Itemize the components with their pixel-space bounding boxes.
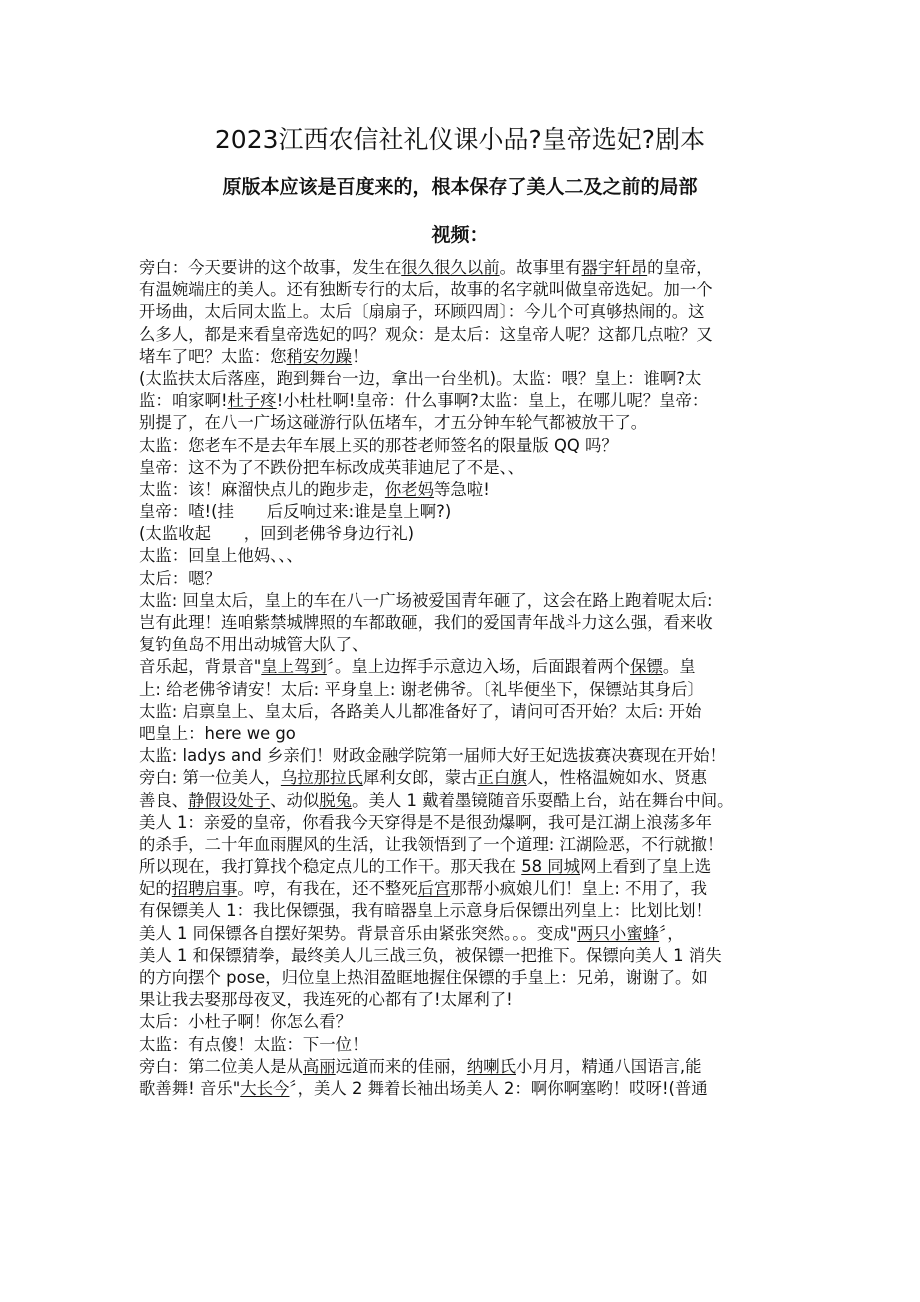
document-subtitle-continued: 视频： <box>431 224 489 246</box>
underlined-text: 你老妈 <box>384 479 435 499</box>
text-segment: ！ <box>352 346 369 366</box>
underlined-text: 大长今 <box>240 1078 290 1098</box>
text-segment: 音乐起，背景音" <box>139 657 262 677</box>
underlined-text: 纳喇氏 <box>466 1056 516 1076</box>
text-segment: 太监：该！麻溜快点儿的跑步走， <box>139 479 385 499</box>
text-segment: (太监收起 ，回到老佛爷身边行礼) <box>139 524 415 544</box>
text-line <box>139 812 799 834</box>
text-line <box>139 390 799 412</box>
text-segment: 远道而来的佳丽， <box>335 1056 467 1076</box>
text-line <box>139 923 799 945</box>
text-segment: 美人 1：亲爱的皇帝，你看我今天穿得是不是很劲爆啊，我可是江湖上浪荡多年 <box>139 812 712 832</box>
text-segment: 旁白: 第一位美人， <box>139 768 281 788</box>
text-line <box>139 435 799 457</box>
text-segment: 犀利女郎，蒙古 <box>362 768 478 788</box>
text-segment: 太监：您老车不是去年车展上买的那苍老师签名的限量版 QQ 吗？ <box>139 435 618 455</box>
text-segment: 么多人，都是来看皇帝选妃的吗？观众：是太后：这皇帝人呢？这都几点啦？又 <box>139 324 713 344</box>
text-segment: 歌善舞! 音乐" <box>139 1078 241 1098</box>
text-line <box>139 501 799 523</box>
underlined-text: 58 同城 <box>521 857 581 877</box>
text-line <box>139 368 799 390</box>
underlined-text: 皇上驾到 <box>261 657 327 677</box>
text-line <box>139 790 799 812</box>
text-segment: 妃的 <box>139 879 172 899</box>
text-segment: 。哼，有我在，还不整死 <box>237 879 418 899</box>
text-segment: 〞。皇上边挥手示意边入场，后面跟着两个 <box>326 657 631 677</box>
text-line <box>139 301 799 323</box>
text-segment: 。美人 1 戴着墨镜随音乐耍酷上台，站在舞台中间。 <box>352 790 734 810</box>
text-line <box>139 590 799 612</box>
text-line <box>139 834 799 856</box>
text-segment: 那帮小疯娘儿们！皇上: 不用了，我 <box>450 879 708 899</box>
document-subtitle: 原版本应该是百度来的，根本保存了美人二及之前的局部 <box>222 176 698 198</box>
text-segment: 吧皇上：here we go <box>139 723 296 743</box>
underlined-text: 稍安勿躁 <box>286 346 353 366</box>
text-segment: 美人 1 同保镖各自摆好架势。背景音乐由紧张突然。。。变成" <box>139 923 578 943</box>
text-segment: 的皇帝， <box>647 258 713 277</box>
text-line <box>139 412 799 434</box>
text-segment: 上: 给老佛爷请安！太后: 平身皇上: 谢老佛爷。〔礼毕便坐下，保镖站其身后〕 <box>139 679 704 699</box>
text-segment: 网上看到了皇上选 <box>580 857 712 877</box>
underlined-text: 保镖 <box>630 657 663 677</box>
text-segment: 太监: 回皇太后，皇上的车在八一广场被爱国青年砸了，这会在路上跑着呢太后: <box>139 590 713 610</box>
underlined-text: 很久很久以前 <box>401 258 500 277</box>
text-segment: 复钓鱼岛不用出动城管大队了、 <box>139 635 369 655</box>
text-line <box>139 723 799 745</box>
text-segment: 太后：嗯？ <box>139 568 221 588</box>
text-segment: 、动似 <box>270 790 320 810</box>
text-line <box>139 701 799 723</box>
underlined-text: 正白旗 <box>477 768 527 788</box>
text-segment: (太监扶太后落座，跑到舞台一边，拿出一台坐机)。太监：喂？皇上：谁啊?太 <box>139 368 702 388</box>
text-segment: 人，性格温婉如水、贤惠 <box>526 768 708 788</box>
text-segment: 有保镖美人 1：我比保镖强，我有暗器皇上示意身后保镖出列皇上：比划比划！ <box>139 901 712 921</box>
document-title: 2023江西农信社礼仪课小品?皇帝选妃?剧本 <box>214 125 706 154</box>
text-line <box>139 767 799 789</box>
text-segment: 监：咱家啊! <box>139 391 228 411</box>
text-segment: 小月月，精通八国语言,能 <box>515 1056 702 1076</box>
text-segment: 旁白：今天要讲的这个故事，发生在 <box>139 258 402 277</box>
text-segment: 。故事里有 <box>499 258 582 277</box>
underlined-text: 高丽 <box>302 1056 336 1076</box>
underlined-text: 后宫 <box>417 879 451 899</box>
text-line <box>139 900 799 922</box>
text-line <box>139 612 799 634</box>
text-segment: 开场曲，太后同太监上。太后〔扇扇子，环顾四周〕：今儿个可真够热闹的。这 <box>139 302 705 322</box>
text-segment: 的方向摆个 pose，归位皇上热泪盈眶地握住保镖的手皇上：兄弟，谢谢了。如 <box>139 968 708 987</box>
underlined-text: 杜子疼 <box>227 391 277 411</box>
text-segment: 善良、 <box>139 790 189 810</box>
text-segment: 〞， <box>659 923 684 943</box>
text-segment: 别提了，在八一广场这碰游行队伍堵车，才五分钟车轮气都被放干了。 <box>139 413 648 433</box>
text-line <box>139 324 799 346</box>
text-segment: 皇帝：这不为了不跌份把车标改成英菲迪尼了不是、、 <box>139 457 525 477</box>
text-line <box>139 568 799 590</box>
text-segment: 皇帝：喳!(挂 后反响过来:谁是皇上啊?) <box>139 502 452 522</box>
text-line <box>139 279 799 301</box>
text-line <box>139 257 799 279</box>
text-line <box>139 1056 799 1078</box>
text-line <box>139 1078 799 1100</box>
text-line <box>139 634 799 656</box>
text-segment: 等急啦! <box>434 479 490 499</box>
text-segment: !小杜杜啊!皇帝：什么事啊?太监：皇上，在哪儿呢？皇帝： <box>276 391 709 411</box>
text-line <box>139 523 799 545</box>
text-line <box>139 1011 799 1033</box>
text-segment: 太监: 启禀皇上、皇太后，各路美人儿都准备好了，请问可否开始？太后: 开始 <box>139 701 702 721</box>
text-line <box>139 545 799 567</box>
script-body <box>139 257 799 1100</box>
text-segment: 岂有此理！连咱紫禁城牌照的车都敢砸，我们的爱国青年战斗力这么强，看来收 <box>139 613 713 632</box>
text-segment: 〞，美人 2 舞着长袖出场美人 2：啊你啊塞哟！哎呀!(普通 <box>289 1078 708 1098</box>
underlined-text: 静假设处子 <box>188 790 271 810</box>
text-segment: 旁白：第二位美人是从 <box>139 1056 303 1076</box>
text-line <box>139 679 799 701</box>
underlined-text: 器宇轩昂 <box>581 258 648 277</box>
text-segment: 美人 1 和保镖猜拳，最终美人儿三战三负，被保镖一把推下。保镖向美人 1 消失 <box>139 945 722 965</box>
text-line <box>139 1034 799 1056</box>
text-line <box>139 878 799 900</box>
text-segment: 有温婉端庄的美人。还有独断专行的太后，故事的名字就叫做皇帝选妃。加一个 <box>139 280 713 300</box>
text-line <box>139 989 799 1011</box>
underlined-text: 脱兔 <box>319 790 353 810</box>
text-line <box>139 745 799 767</box>
underlined-text: 招聘启事 <box>171 879 238 899</box>
text-segment: 太监：回皇上他妈、、、 <box>139 546 303 566</box>
text-segment: 太监：有点傻！太监：下一位！ <box>139 1034 369 1054</box>
text-line <box>139 346 799 368</box>
text-segment: 所以现在，我打算找个稳定点儿的工作干。那天我在 <box>139 857 522 877</box>
text-line <box>139 967 799 989</box>
text-segment: 堵车了吧？太监：您 <box>139 346 287 366</box>
text-line <box>139 945 799 967</box>
text-line <box>139 479 799 501</box>
underlined-text: 两只小蜜蜂 <box>577 923 660 943</box>
text-segment: 太后：小杜子啊！你怎么看？ <box>139 1012 353 1032</box>
text-line <box>139 856 799 878</box>
text-segment: 太监: ladys and 乡亲们！财政金融学院第一届师大好王妃选拔赛决赛现在开始！ <box>139 746 726 766</box>
text-segment: 果让我去娶那母夜叉，我连死的心都有了!太犀利了! <box>139 990 513 1010</box>
text-segment: 的杀手，二十年血雨腥风的生活，让我领悟到了一个道理: 江湖险恶，不行就撤！ <box>139 834 724 854</box>
text-line <box>139 457 799 479</box>
underlined-text: 乌拉那拉氏 <box>280 768 363 788</box>
text-line <box>139 656 799 678</box>
text-segment: 。皇 <box>662 657 696 677</box>
